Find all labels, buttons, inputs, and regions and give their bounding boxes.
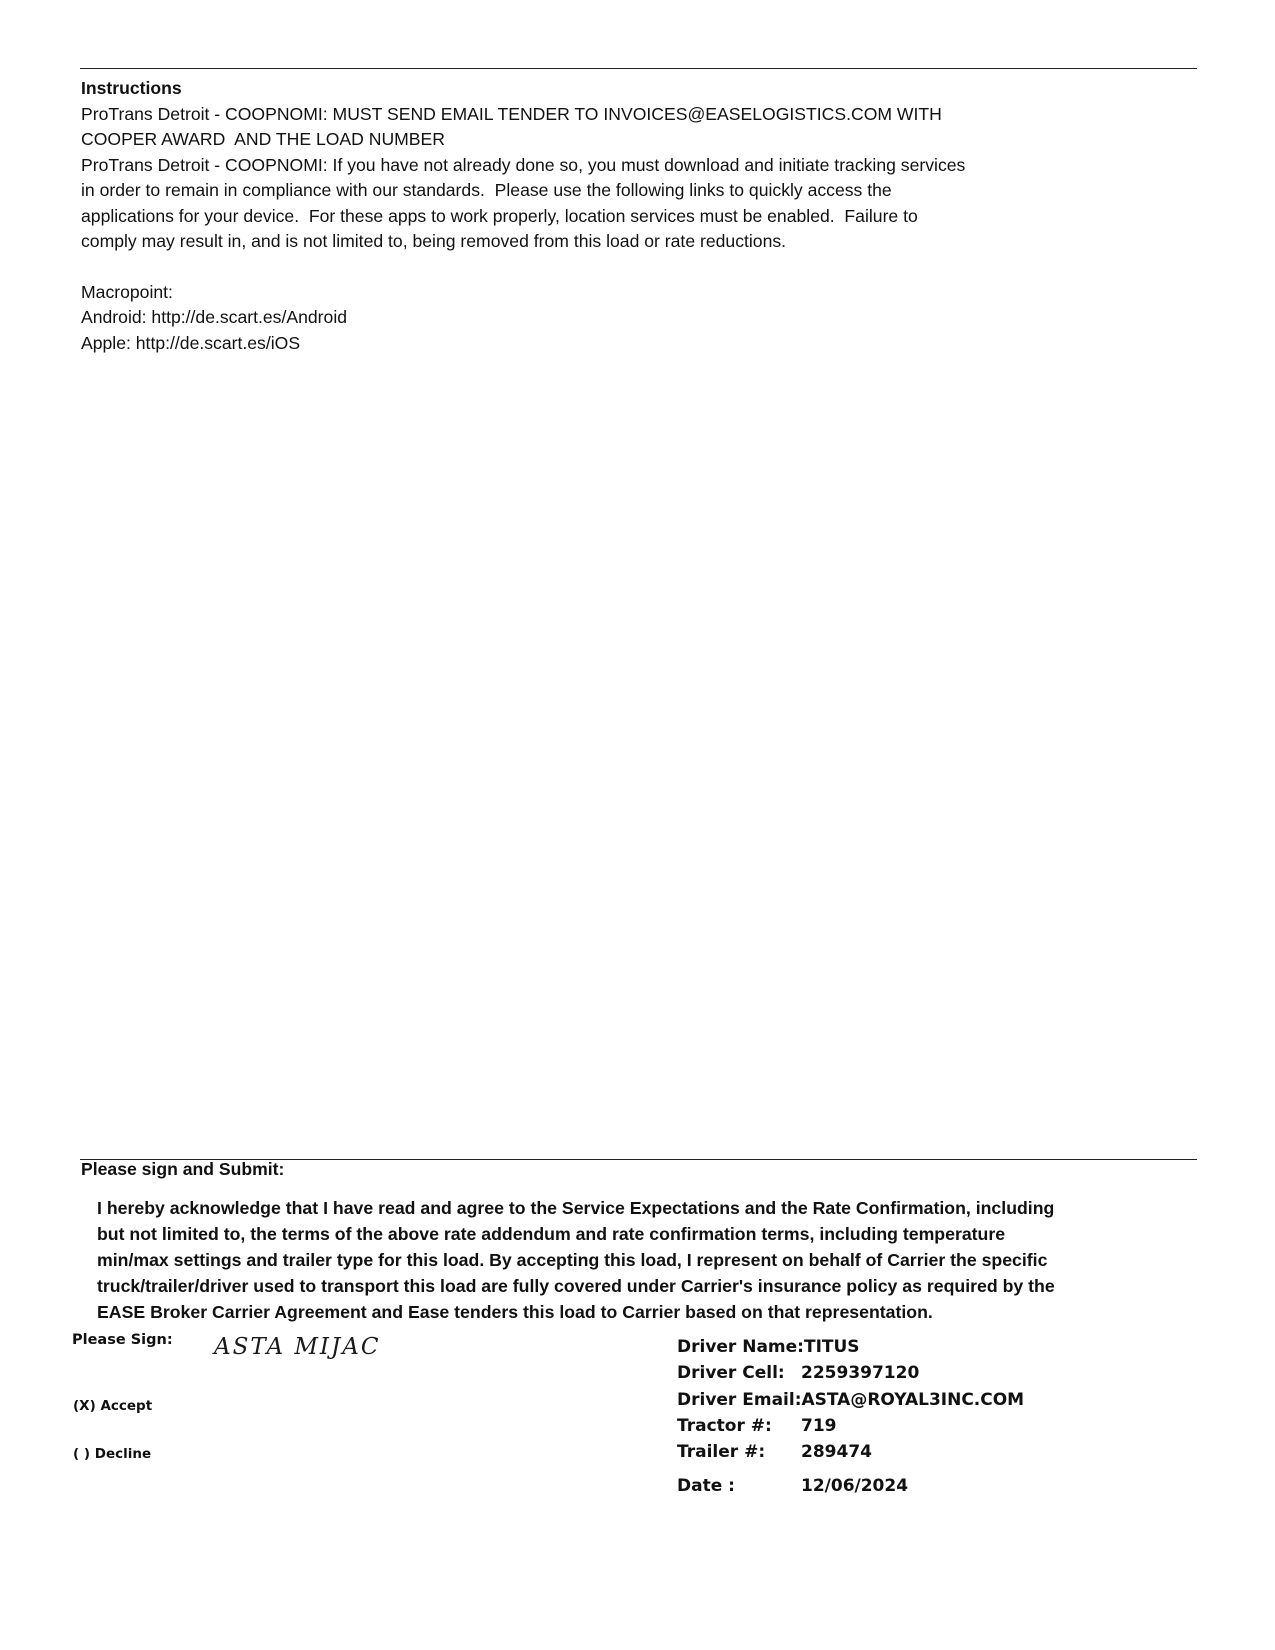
tractor-value: 719 bbox=[801, 1416, 837, 1437]
driver-info bbox=[677, 1334, 1197, 1499]
driver-cell-value: 2259397120 bbox=[801, 1363, 920, 1384]
instruction-line: applications for your device. For these apps to work properly, location services must be enabled. Failure to bbox=[81, 205, 918, 226]
paragraph-spacer bbox=[81, 255, 1191, 280]
instruction-line: ProTrans Detroit - COOPNOMI: MUST SEND EMAIL TENDER TO INVOICES@EASELOGISTICS.COM WITH bbox=[81, 103, 942, 124]
trailer-label: Trailer #: bbox=[677, 1442, 766, 1463]
instructions-heading: Instructions bbox=[81, 78, 182, 98]
driver-name-row bbox=[677, 1334, 1197, 1360]
driver-name-value: TITUS bbox=[803, 1337, 860, 1358]
top-divider bbox=[80, 68, 1197, 69]
date-row bbox=[677, 1472, 1197, 1498]
driver-email-label: Driver Email: bbox=[677, 1389, 802, 1410]
accept-option[interactable]: (X) Accept bbox=[73, 1398, 153, 1414]
acknowledgement-line: truck/trailer/driver used to transport this load are fully covered under Carrier's insurance policy as required by the bbox=[97, 1276, 1055, 1296]
instructions-section bbox=[81, 76, 1191, 356]
trailer-row bbox=[677, 1439, 1197, 1465]
macropoint-label: Macropoint: bbox=[81, 281, 173, 302]
please-sign-label: Please Sign: bbox=[72, 1332, 173, 1348]
driver-email-value: ASTA@ROYAL3INC.COM bbox=[801, 1389, 1025, 1410]
date-label: Date : bbox=[677, 1475, 735, 1496]
instruction-line: ProTrans Detroit - COOPNOMI: If you have not already done so, you must download and initiate tracking services bbox=[81, 154, 966, 175]
acknowledgement-line: but not limited to, the terms of the above rate addendum and rate confirmation terms, including temperature bbox=[97, 1224, 1006, 1244]
apple-link[interactable]: Apple: http://de.scart.es/iOS bbox=[81, 332, 301, 353]
acknowledgement-line: min/max settings and trailer type for this load. By accepting this load, I represent on behalf of Carrier the specific bbox=[97, 1250, 1048, 1270]
trailer-value: 289474 bbox=[801, 1442, 872, 1463]
driver-email-row bbox=[677, 1387, 1197, 1413]
driver-name-label: Driver Name: bbox=[677, 1337, 804, 1358]
android-link[interactable]: Android: http://de.scart.es/Android bbox=[81, 307, 348, 327]
driver-cell-row bbox=[677, 1360, 1197, 1386]
date-value: 12/06/2024 bbox=[801, 1475, 909, 1496]
tractor-label: Tractor #: bbox=[677, 1416, 772, 1437]
decline-option[interactable]: ( ) Decline bbox=[73, 1446, 152, 1462]
acknowledgement-line: EASE Broker Carrier Agreement and Ease tenders this load to Carrier based on that representation. bbox=[97, 1302, 933, 1322]
instruction-line: comply may result in, and is not limited to, being removed from this load or rate reductions. bbox=[81, 231, 787, 251]
instruction-line: in order to remain in compliance with our standards. Please use the following links to quickly access the bbox=[81, 180, 892, 200]
driver-cell-label: Driver Cell: bbox=[677, 1363, 785, 1384]
signature-field[interactable]: ASTA MIJAC bbox=[214, 1334, 381, 1360]
tractor-row bbox=[677, 1413, 1197, 1439]
sign-submit-heading: Please sign and Submit: bbox=[81, 1159, 285, 1179]
acknowledgement-line: I hereby acknowledge that I have read and agree to the Service Expectations and the Rate Confirmation, including bbox=[97, 1198, 1055, 1218]
acknowledgement-text bbox=[97, 1195, 1207, 1325]
instruction-line: COOPER AWARD AND THE LOAD NUMBER bbox=[81, 129, 445, 149]
